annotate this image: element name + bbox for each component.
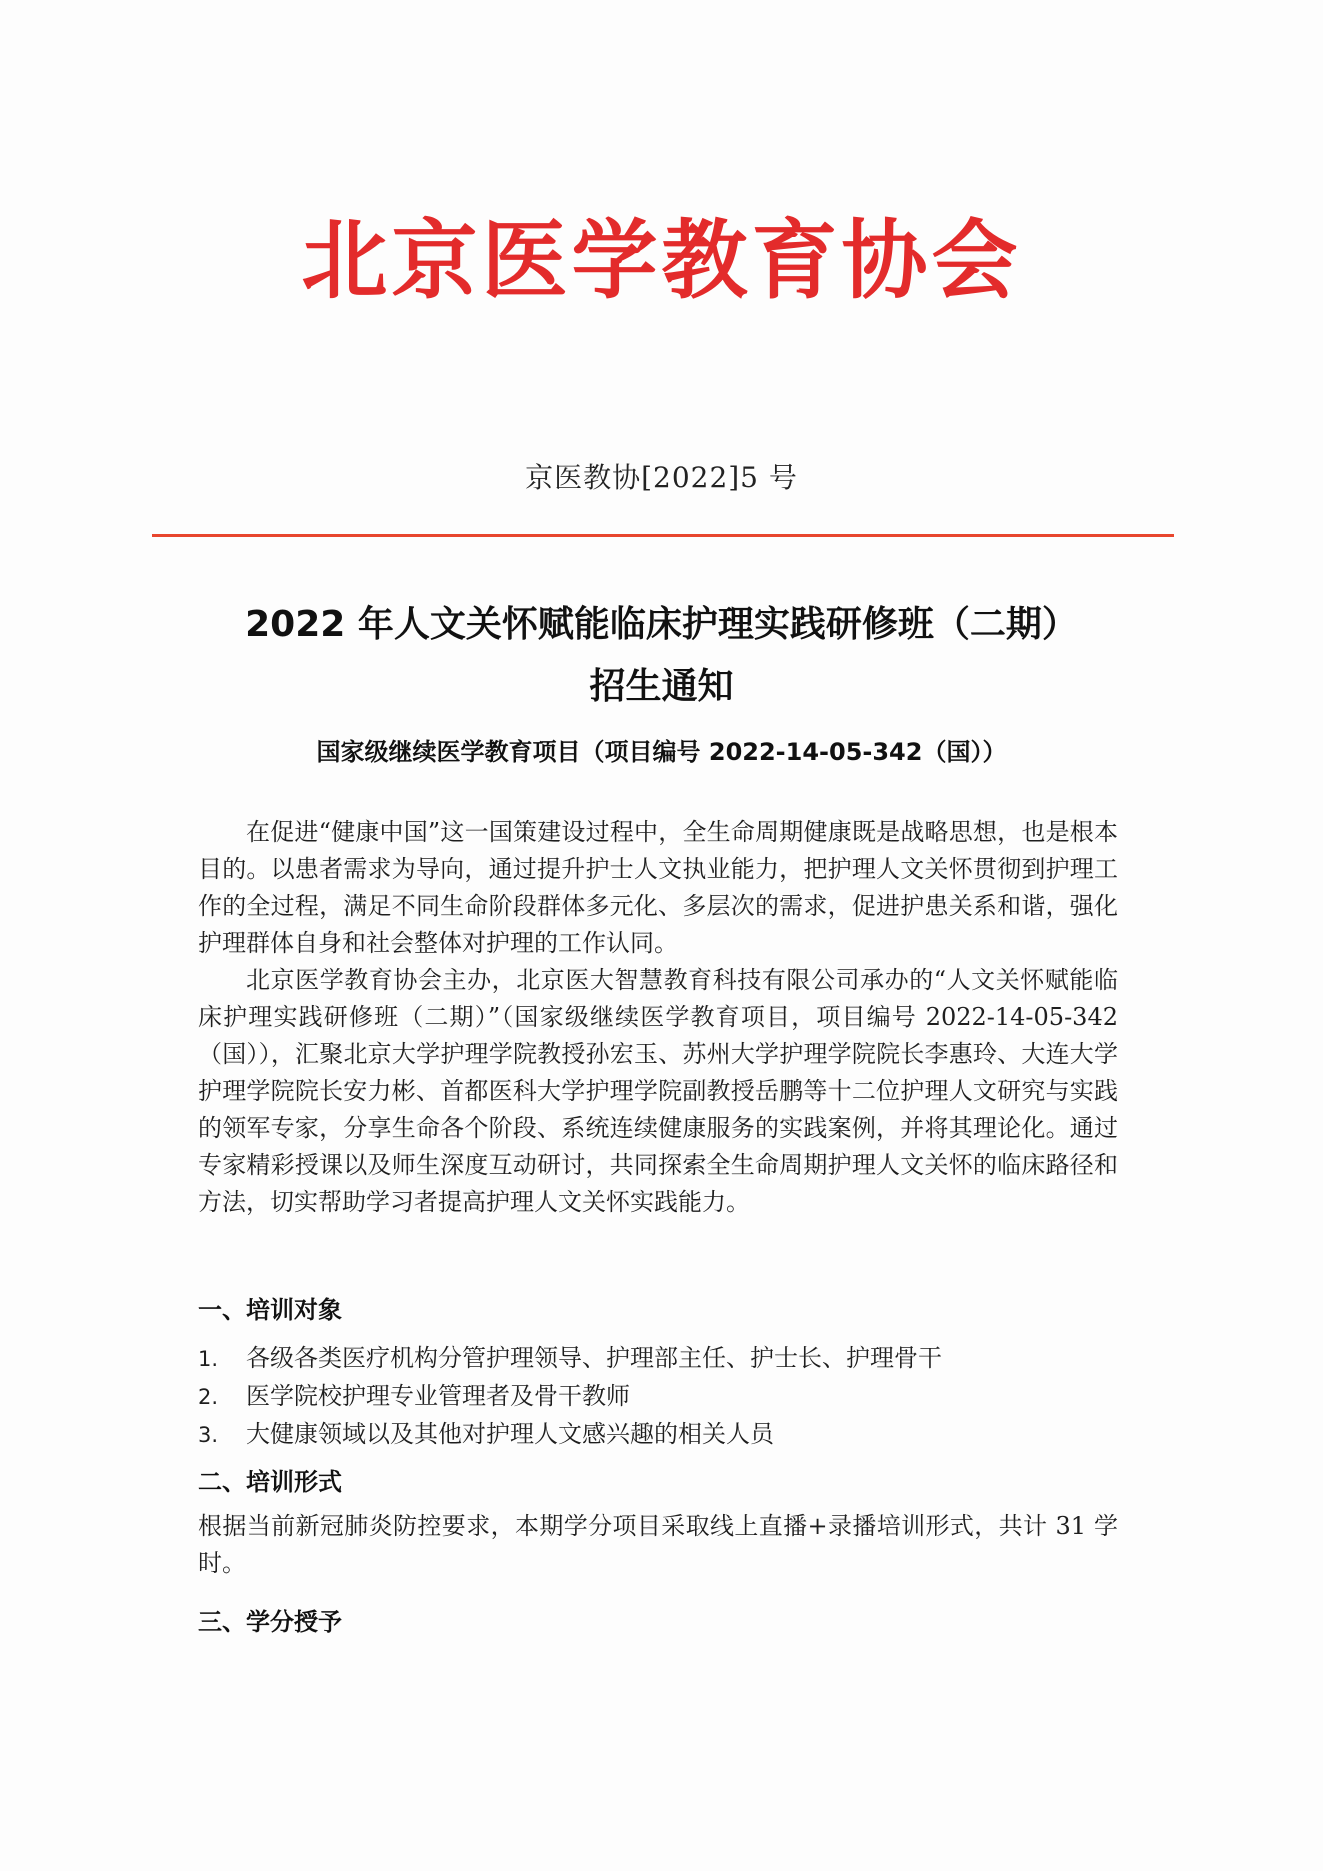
training-format-paragraph: 根据当前新冠肺炎防控要求，本期学分项目采取线上直播+录播培训形式，共计 31 学时。 — [198, 1512, 1118, 1577]
red-divider-line — [152, 534, 1174, 537]
list-item — [198, 1416, 1118, 1454]
section-heading-credit-award: 三、学分授予 — [198, 1608, 342, 1636]
list-item — [198, 1340, 1118, 1378]
list-item-number: 2. — [198, 1385, 219, 1409]
section-heading-training-format: 二、培训形式 — [198, 1468, 342, 1496]
training-target-list — [198, 1340, 1118, 1454]
list-item-text: 各级各类医疗机构分管护理领导、护理部主任、护士长、护理骨干 — [246, 1344, 942, 1372]
notice-title — [0, 594, 1323, 718]
list-item — [198, 1378, 1118, 1416]
section-heading-training-target: 一、培训对象 — [198, 1296, 342, 1324]
document-number: 京医教协[2022]5 号 — [525, 461, 798, 494]
notice-title-line1: 2022 年人文关怀赋能临床护理实践研修班（二期） — [245, 604, 1078, 645]
notice-title-line2: 招生通知 — [589, 666, 734, 707]
intro-paragraph-1: 在促进“健康中国”这一国策建设过程中，全生命周期健康既是战略思想，也是根本目的。以患者需求为导向，通过提升护士人文执业能力，把护理人文关怀贯彻到护理工作的全过程，满足不同生命阶段群体多元化、多层次的需求，促进护患关系和谐，强化护理群体自身和社会整体对护理的工作认同。 — [198, 818, 1118, 957]
list-item-text: 医学院校护理专业管理者及骨干教师 — [246, 1382, 630, 1410]
list-item-number: 3. — [198, 1423, 219, 1447]
list-item-number: 1. — [198, 1347, 219, 1371]
intro-paragraph-2: 北京医学教育协会主办，北京医大智慧教育科技有限公司承办的“人文关怀赋能临床护理实践研修班（二期）”（国家级继续医学教育项目，项目编号 2022-14-05-342（国）），汇聚北京大学护理学院教授孙宏玉、苏州大学护理学院院长李惠玲、大连大学护理学院院长安力彬、首都医科大学护理学院副教授岳鹏等十二位护理人文研究与实践的领军专家，分享生命各个阶段、系统连续健康服务的实践案例，并将其理论化。通过专家精彩授课以及师生深度互动研讨，共同探索全生命周期护理人文关怀的临床路径和方法，切实帮助学习者提高护理人文关怀实践能力。 — [198, 966, 1118, 1216]
list-item-text: 大健康领域以及其他对护理人文感兴趣的相关人员 — [246, 1420, 774, 1448]
notice-subtitle: 国家级继续医学教育项目（项目编号 2022-14-05-342（国）） — [316, 738, 1007, 766]
org-name-header: 北京医学教育协会 — [301, 210, 1022, 311]
